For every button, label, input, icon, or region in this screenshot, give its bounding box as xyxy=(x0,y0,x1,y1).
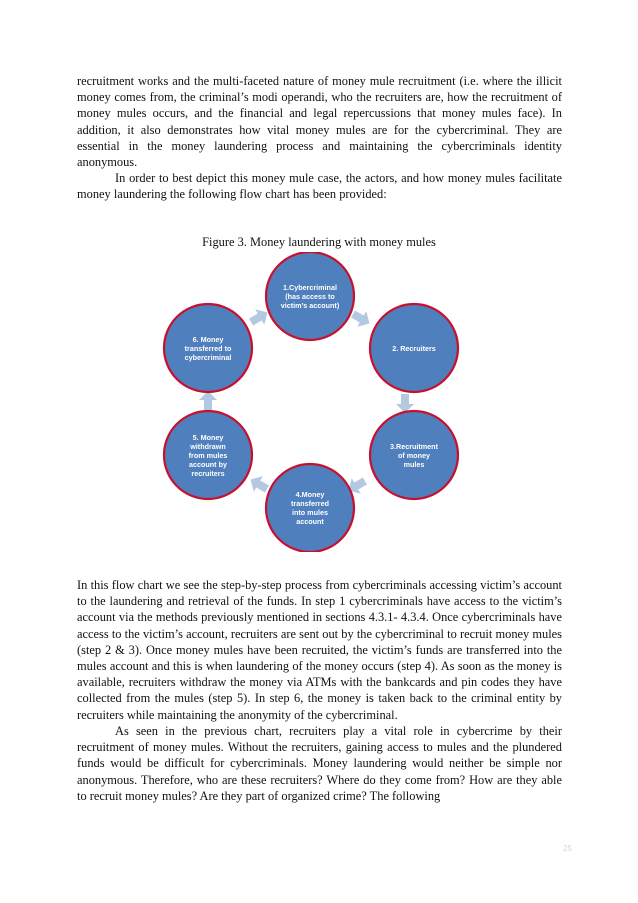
node-money-to-cybercriminal-circle xyxy=(164,304,252,392)
paragraph-flowchart-intro: In order to best depict this money mule case, the actors, and how money mules facilitate money laundering the following flow chart has been provided: xyxy=(77,171,562,202)
node-money-to-mules-account-label: 4.Money transferred into mules account xyxy=(291,490,329,526)
node-recruitment-of-mules-label: 3.Recruitment of money mules xyxy=(390,441,438,469)
node-cybercriminal-label: 1.Cybercriminal (has access to victim’s account) xyxy=(280,282,340,310)
paragraph-flowchart-explanation: In this flow chart we see the step-by-step process from cybercriminals accessing victim’s account to the laundering and retrieval of the funds. In step 1 cybercriminals have access to the victim’s account via the methods previously mentioned in sections 4.3.1- 4.3.4. Once cybercriminals have access to the victim’s account, recruiters are sent out by the cybercriminal to recruit money mules (step 2 & 3). Once money mules have been recruited, the victim’s funds are transferred into the mules account and this is when laundering of the money occurs (step 4). As soon as the money is available, recruiters withdraw the money via ATMs with the bankcards and pin codes they have collected from the mules (step 5). In step 6, the money is taken back to the criminal entity by recruiters while maintaining the anonymity of the cybercriminal. xyxy=(77,578,562,722)
flow-diagram-graphics xyxy=(150,252,490,552)
node-money-to-cybercriminal-label: 6. Money transferred to cybercriminal xyxy=(184,334,232,362)
arrow-5-to-6 xyxy=(199,391,217,410)
node-recruiters-label: 2. Recruiters xyxy=(392,343,436,353)
page-number: 25 xyxy=(563,844,572,853)
paragraph-recruiters: As seen in the previous chart, recruiters play a vital role in cybercrime by their recruitment of money mules. Without the recruiters, gaining access to mules and the plundered funds would be difficult for cybercriminals. Money laundering would neither be simple nor anonymous. Therefore, who are these recruiters? Where do they come from? How are they able to recruit money mules? Are they part of organized crime? The following xyxy=(77,724,562,803)
flow-diagram xyxy=(150,252,490,552)
node-recruiters-circle xyxy=(370,304,458,392)
node-recruitment-of-mules-circle xyxy=(370,411,458,499)
node-cybercriminal-circle xyxy=(266,252,354,340)
node-money-to-mules-account-circle xyxy=(266,464,354,552)
figure-caption: Figure 3. Money laundering with money mules xyxy=(202,235,436,249)
node-money-withdrawn-circle xyxy=(164,411,252,499)
node-money-withdrawn-label: 5. Money withdrawn from mules account by recruiters xyxy=(188,432,228,478)
paragraph-intro: recruitment works and the multi-faceted nature of money mule recruitment (i.e. where the illicit money comes from, the criminal’s modi operandi, who the recruiters are, how the recruitment of money mules occurs, and the financial and legal repercussions that money mules face). In addition, it also demonstrates how vital money mules are for the cybercriminal. They are essential in the money laundering process and maintaining the cybercriminals identity anonymous. xyxy=(77,74,562,170)
